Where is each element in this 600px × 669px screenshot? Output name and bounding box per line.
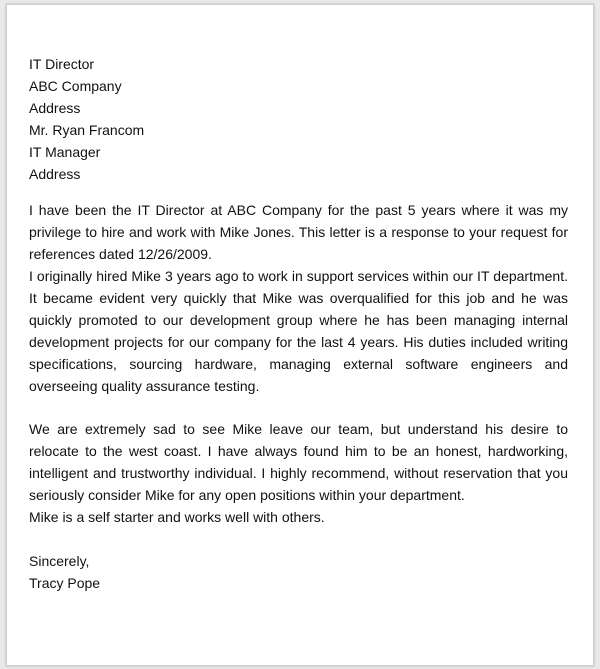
paragraph-history: I originally hired Mike 3 years ago to work in support services within our IT department. It became evident very quickly that Mike was overqualified for this job and he was quickly promoted to our development group where he has been managing internal development projects for our company for the last 4 years. His duties included writing specifications, sourcing hardware, managing external software engineers and overseeing quality assurance testing. (29, 268, 568, 394)
address-line-address: Address (29, 100, 81, 116)
address-line-manager-title: IT Manager (29, 144, 101, 160)
address-line-company: ABC Company (29, 78, 122, 94)
closing-salutation: Sincerely, (29, 553, 90, 569)
address-line-name: Mr. Ryan Francom (29, 122, 145, 138)
signature-name: Tracy Pope (29, 575, 101, 591)
address-line-recipient-title: IT Director (29, 56, 95, 72)
letter-content (29, 53, 568, 594)
letter-page (6, 4, 594, 666)
paragraph-note: Mike is a self starter and works well with others. (29, 509, 325, 525)
closing-block (29, 550, 568, 594)
paragraph-intro: I have been the IT Director at ABC Company for the past 5 years where it was my privilege to hire and work with Mike Jones. This letter is a response to your request for references dated 12/26/2009. (29, 202, 568, 262)
address-block (29, 53, 568, 185)
address-line-address-2: Address (29, 166, 81, 182)
paragraph-recommendation: We are extremely sad to see Mike leave our team, but understand his desire to relocate to the west coast. I have always found him to be an honest, hardworking, intelligent and trustworthy individual. I highly recommend, without reservation that you seriously consider Mike for any open positions within your department. (29, 421, 568, 503)
